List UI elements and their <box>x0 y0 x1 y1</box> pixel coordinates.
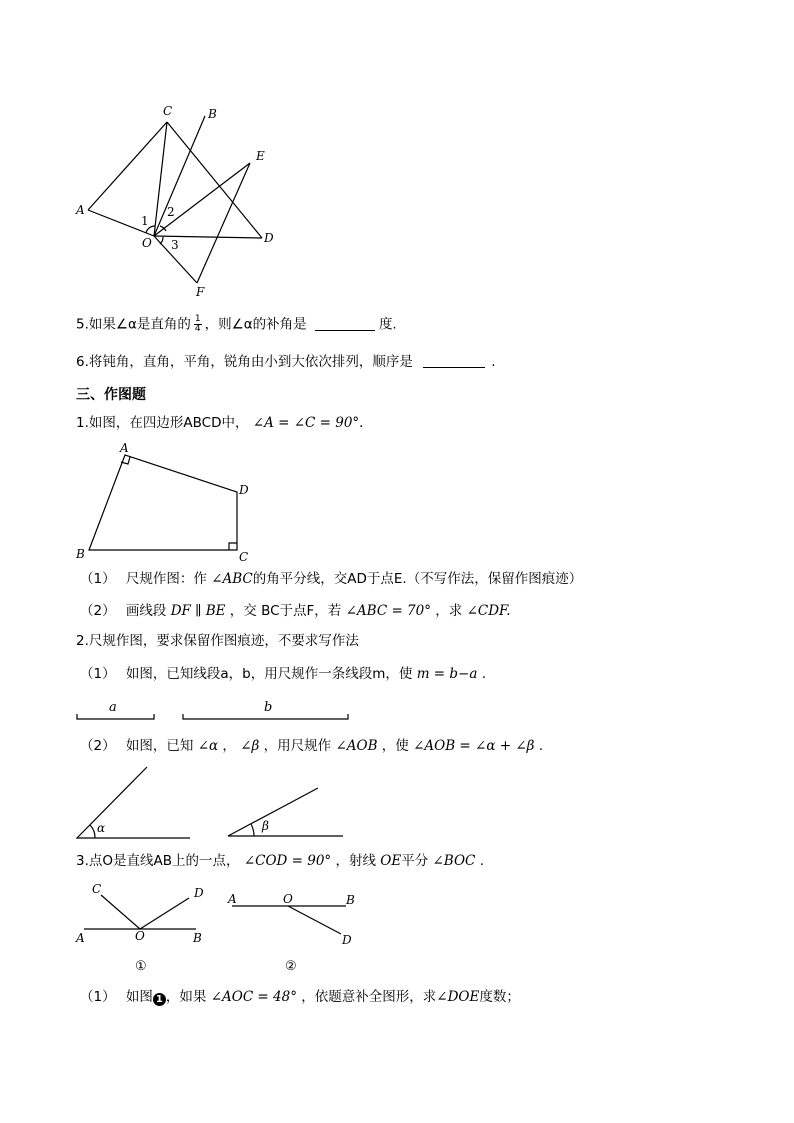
answer-blank-q5[interactable] <box>315 316 375 331</box>
fraction-one-quarter: $\frac{1}{4}$ <box>194 314 201 334</box>
segment-OC <box>154 122 167 236</box>
fig2-label-A: A <box>228 892 237 906</box>
fig1-label-B: B <box>193 931 202 945</box>
given-angles: ∠A = ∠C = 90°. <box>252 415 364 431</box>
label-E: E <box>256 149 265 163</box>
segment-AC <box>88 122 167 210</box>
right-angle-mark-A <box>121 457 130 464</box>
segment-OE <box>154 163 250 236</box>
segment-a <box>77 714 154 719</box>
segment-CD <box>167 122 262 238</box>
segment-label-a: a <box>109 700 117 715</box>
problem-2-part-2: （2） 如图，已知 ∠α ， ∠β ，用尺规作 ∠AOB ，使 ∠AOB = ∠α + ∠β . <box>80 738 544 754</box>
label-D: D <box>264 231 274 245</box>
problem-2-part-1: （1） 如图，已知线段a，b，用尺规作一条线段m，使 m = b−a . <box>80 666 486 682</box>
fig2-ray-OD <box>288 906 341 934</box>
q5-prefix: 5.如果∠α是直角的 <box>76 316 191 333</box>
fig1-label-A: A <box>76 931 85 945</box>
question-5 <box>76 315 397 334</box>
fig2-caption: ② <box>285 959 297 974</box>
label-B: B <box>208 107 217 121</box>
angle-alpha-arc <box>90 825 95 838</box>
fig2-label-O: O <box>283 892 293 906</box>
fig2-label-D: D <box>342 933 352 947</box>
quad-label-D: D <box>239 483 249 497</box>
problem-1-part-1: （1） 尺规作图：作 ∠ABC的角平分线，交AD于点E.（不写作法，保留作图痕迹） <box>80 571 583 587</box>
segment-label-b: b <box>264 700 273 715</box>
label-A: A <box>76 203 85 217</box>
fig2-label-B: B <box>346 893 355 907</box>
angle-alpha <box>77 767 190 838</box>
circled-number-1: 1 <box>153 993 166 1006</box>
fig1-label-D: D <box>194 886 204 900</box>
segment-b <box>183 714 348 719</box>
problem-2-stem: 2.尺规作图，要求保留作图痕迹，不要求写作法 <box>76 633 359 649</box>
fig1-label-C: C <box>92 882 102 896</box>
angle-label-alpha: α <box>97 821 106 835</box>
q6-prefix: 6.将钝角，直角，平角，锐角由小到大依次排列，顺序是 <box>76 354 413 370</box>
problem-1-part-2: （2） 画线段 DF ∥ BE ，交 BC于点F，若 ∠ABC = 70° ，求 ∠CDF. <box>80 603 511 619</box>
q5-suffix: 度. <box>378 316 397 333</box>
label-2: 2 <box>167 205 175 219</box>
q6-suffix: . <box>491 354 496 370</box>
problem-1-stem: 1.如图，在四边形ABCD中， ∠A = ∠C = 90°. <box>76 415 364 431</box>
segment-OB <box>154 116 205 236</box>
label-1: 1 <box>141 214 149 228</box>
angle-beta-arc <box>251 824 254 836</box>
label-3: 3 <box>171 238 179 252</box>
segment-EF <box>197 163 250 283</box>
angle-arc-3 <box>160 237 163 244</box>
question-6 <box>76 353 495 371</box>
q5-middle: ，则∠α的补角是 <box>204 316 307 333</box>
angle-label-beta: β <box>262 819 269 833</box>
quad-label-B: B <box>76 547 85 561</box>
problem-3-stem: 3.点O是直线AB上的一点， ∠COD = 90° ，射线 OE平分 ∠BOC . <box>76 853 484 869</box>
quadrilateral-ABCD <box>89 455 237 550</box>
fig1-label-O: O <box>135 929 145 943</box>
quad-label-A: A <box>120 441 129 455</box>
quad-label-C: C <box>239 550 249 564</box>
fig1-ray-OC <box>101 895 140 929</box>
fig1-caption: ① <box>135 959 147 974</box>
label-C: C <box>163 104 173 118</box>
section-title: 三、作图题 <box>76 387 146 403</box>
answer-blank-q6[interactable] <box>423 353 485 368</box>
label-O: O <box>142 236 152 250</box>
label-F: F <box>196 285 205 299</box>
angle-figure-1 <box>0 0 794 310</box>
problem-3-part-1: （1） 如图 1 ，如果 ∠AOC = 48° ，依题意补全图形，求∠DOE度数； <box>80 989 520 1005</box>
angle-beta <box>228 788 343 836</box>
right-angle-mark-C <box>229 543 237 550</box>
fig1-ray-OD <box>140 898 189 929</box>
